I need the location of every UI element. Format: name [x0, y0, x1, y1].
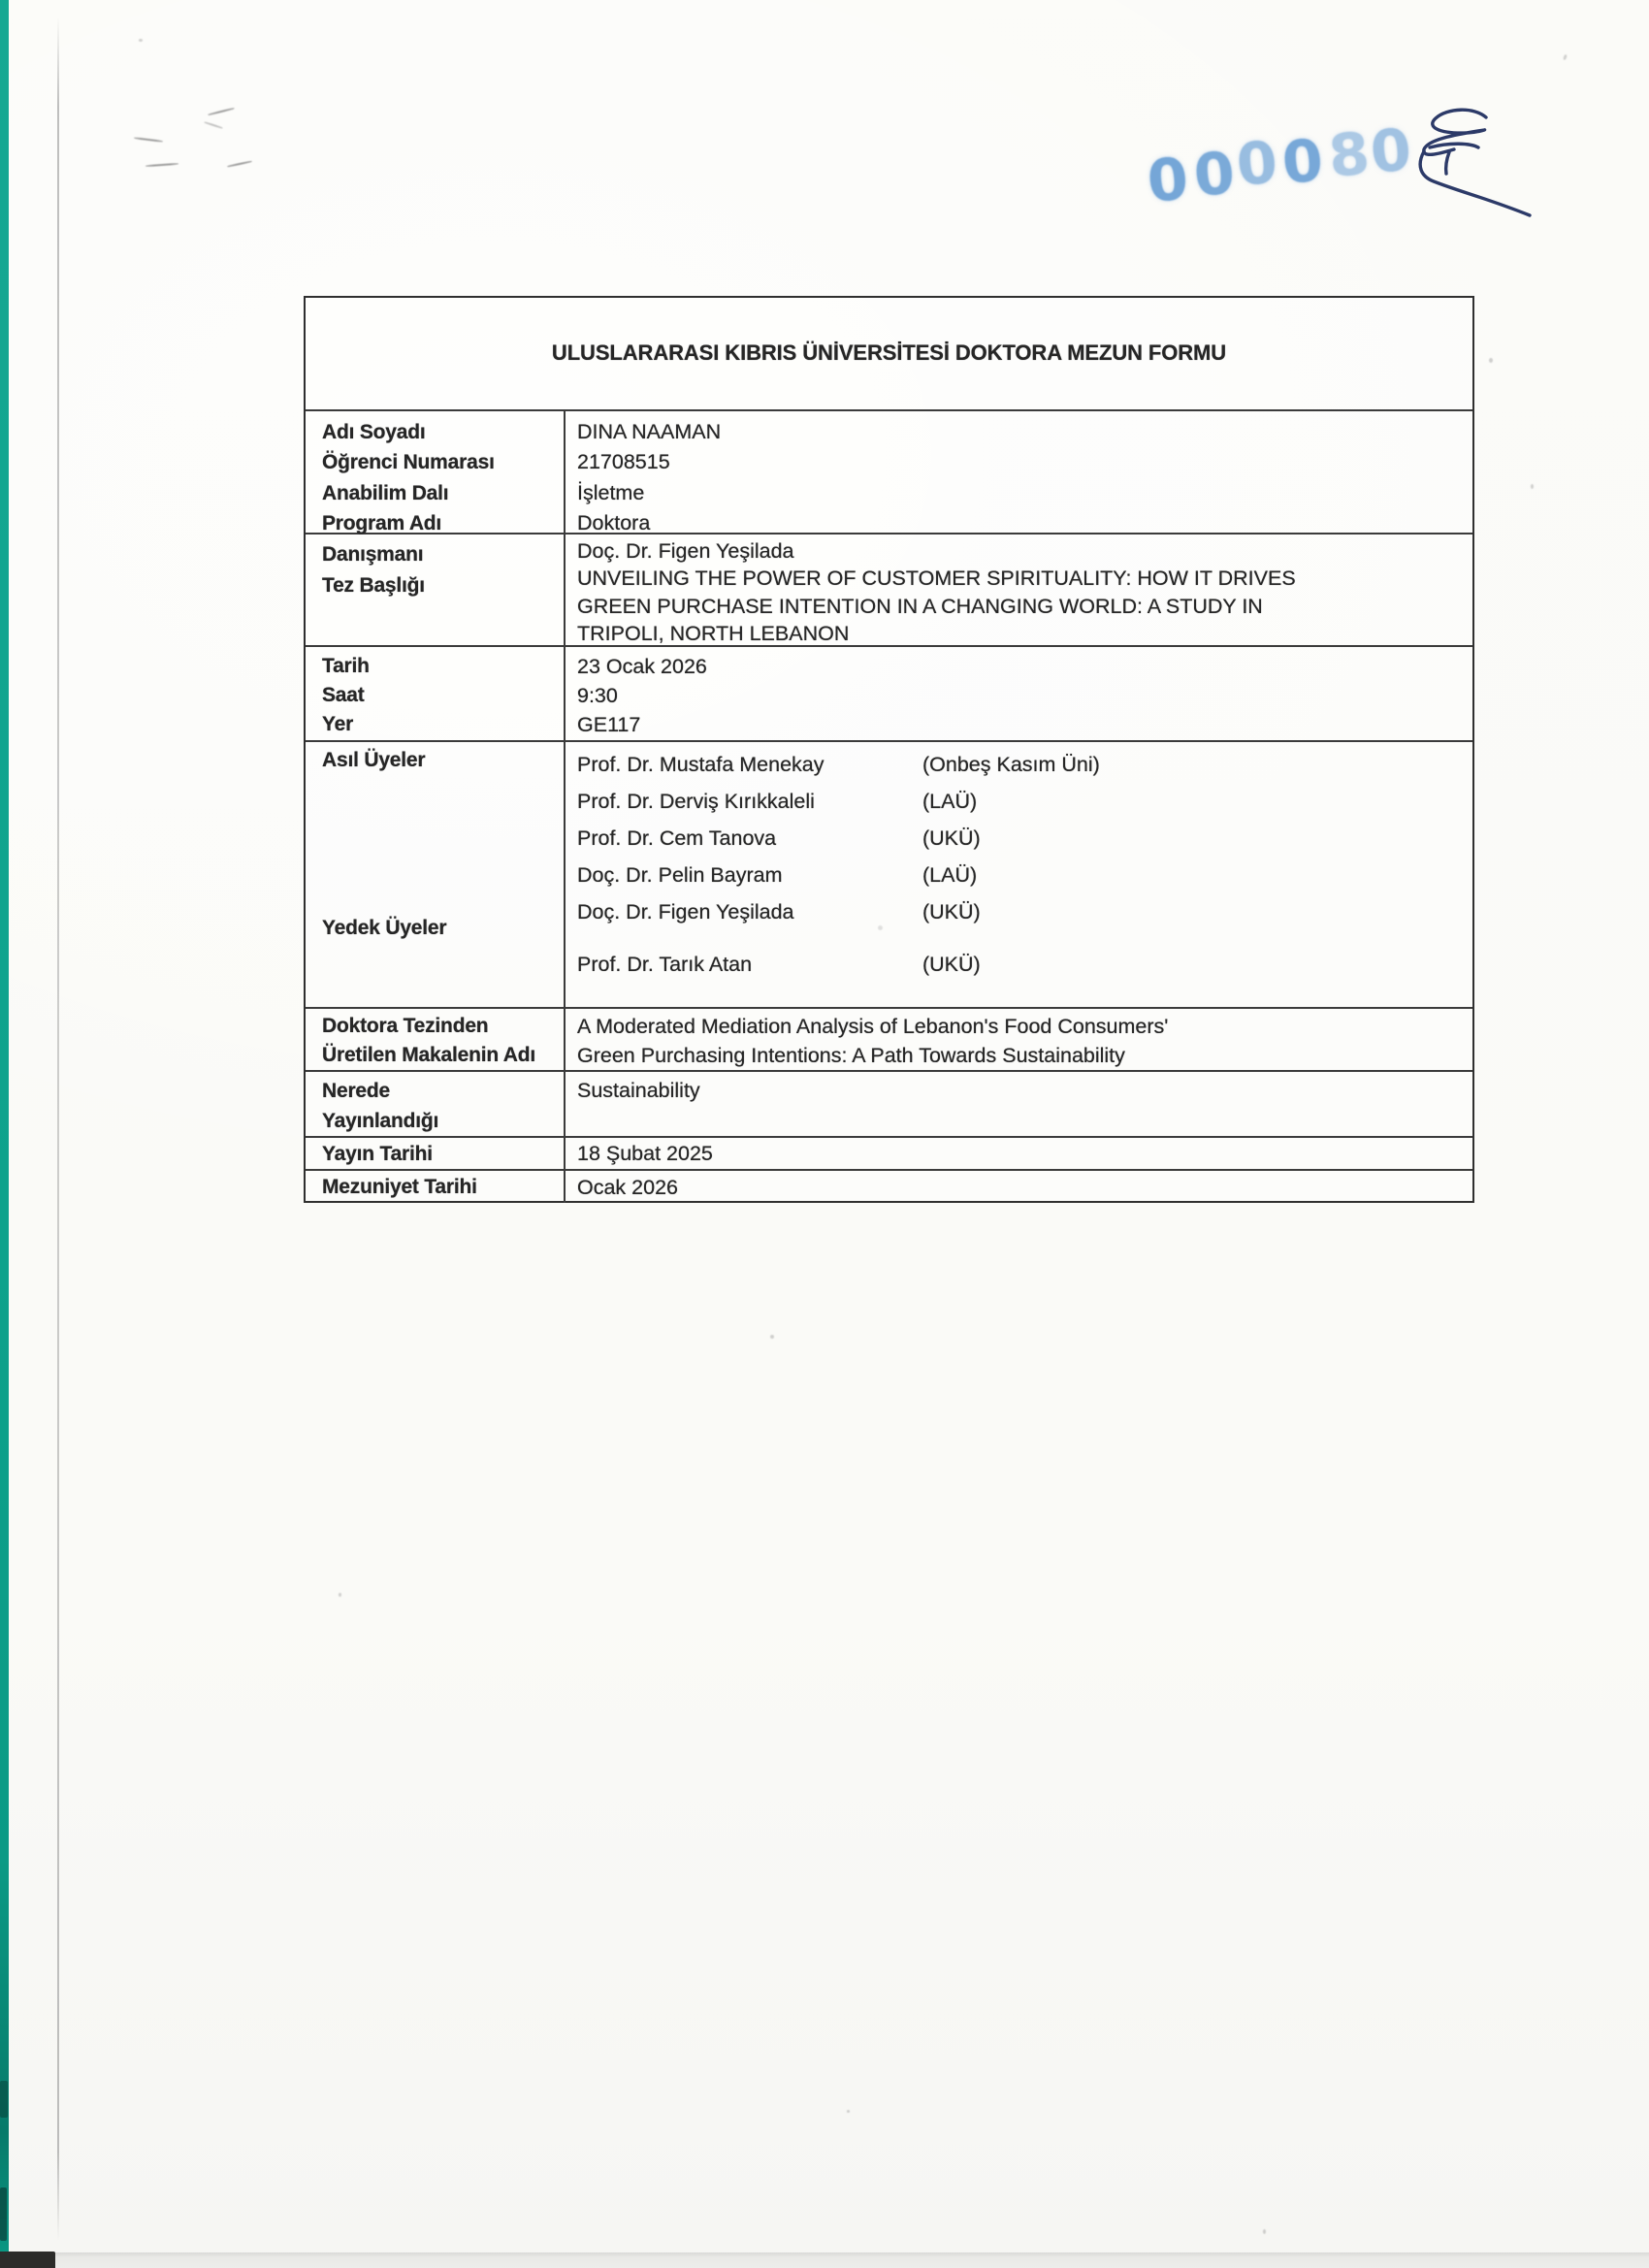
stamp-digit: 0: [1145, 145, 1191, 216]
thesis-title-line: GREEN PURCHASE INTENTION IN A CHANGING WORLD: A STUDY IN: [577, 594, 1263, 618]
section-graduation-date: [306, 1169, 1472, 1203]
value-program: Doktora: [577, 511, 651, 535]
paper-edge-line: [57, 17, 59, 2241]
committee-members: [566, 742, 1472, 1007]
committee-member-row: [577, 746, 1463, 783]
label-published-line: Nerede: [322, 1079, 391, 1102]
member-name: Prof. Dr. Cem Tanova: [577, 826, 777, 850]
label-time: Saat: [322, 683, 365, 706]
member-name: Doç. Dr. Pelin Bayram: [577, 862, 783, 887]
section-published-in: [306, 1070, 1472, 1136]
paper-speck: [770, 1335, 774, 1339]
stamp-digit: 0: [1191, 139, 1238, 211]
scan-bottom-band: [0, 2252, 1649, 2268]
label-date: Tarih: [322, 654, 370, 677]
member-affiliation: (Onbeş Kasım Üni): [922, 752, 1100, 776]
stamp-digit: 0: [1234, 128, 1280, 200]
label-program: Program Adı: [322, 512, 442, 535]
stamp-digit: 0: [1368, 115, 1414, 187]
thesis-title-line: TRIPOLI, NORTH LEBANON: [577, 622, 850, 645]
label-thesis-title: Tez Başlığı: [322, 573, 425, 597]
label-publication-date: Yayın Tarihi: [322, 1142, 433, 1165]
label-article-line: Üretilen Makalenin Adı: [322, 1043, 536, 1066]
scan-blotch: [0, 2187, 7, 2241]
value-published-in: Sustainability: [577, 1078, 700, 1102]
graduation-date-value-cell: [566, 1171, 1472, 1203]
label-substitute-members: Yedek Üyeler: [322, 916, 447, 939]
stamp-digit: 8: [1326, 119, 1373, 191]
committee-member-row: [577, 820, 1463, 857]
label-name: Adı Soyadı: [322, 420, 426, 443]
scan-blotch: [0, 2081, 8, 2118]
substitute-member-row: [577, 946, 1463, 983]
article-labels: [306, 1009, 566, 1070]
member-name: Prof. Dr. Tarık Atan: [577, 952, 753, 976]
value-publication-date: 18 Şubat 2025: [577, 1141, 713, 1165]
advisor-labels: [306, 535, 566, 645]
label-place: Yer: [322, 712, 354, 735]
form-title-row: [306, 298, 1472, 409]
committee-member-row: [577, 893, 1463, 930]
member-affiliation: (UKÜ): [922, 899, 981, 923]
article-values: [566, 1009, 1472, 1070]
section-committee: [306, 740, 1472, 1007]
member-name: Prof. Dr. Mustafa Menekay: [577, 752, 824, 776]
pencil-mark: [134, 137, 163, 143]
defense-labels: [306, 647, 566, 740]
pencil-mark: [204, 121, 223, 129]
publication-date-label-cell: [306, 1138, 566, 1169]
published-in-labels: [306, 1072, 566, 1136]
section-article: [306, 1007, 1472, 1070]
paper-speck: [1563, 54, 1568, 61]
value-advisor-name: Doç. Dr. Figen Yeşilada: [577, 538, 794, 563]
thesis-title-line: UNVEILING THE POWER OF CUSTOMER SPIRITUALITY: HOW IT DRIVES: [577, 567, 1296, 590]
pencil-mark: [146, 163, 178, 167]
section-publication-date: [306, 1136, 1472, 1169]
personal-labels: [306, 411, 566, 533]
member-affiliation: (LAÜ): [922, 862, 978, 887]
value-name: DINA NAAMAN: [577, 419, 722, 443]
member-affiliation: (UKÜ): [922, 826, 981, 850]
value-time: 9:30: [577, 683, 618, 707]
signature-icon: [1377, 68, 1630, 252]
value-department: İşletme: [577, 480, 645, 504]
label-article-line: Doktora Tezinden: [322, 1014, 489, 1037]
paper-speck: [1489, 358, 1493, 363]
member-name: Doç. Dr. Figen Yeşilada: [577, 899, 794, 923]
published-in-value-cell: [566, 1072, 1472, 1136]
section-personal: [306, 409, 1472, 533]
publication-date-value-cell: [566, 1138, 1472, 1169]
value-graduation-date: Ocak 2026: [577, 1175, 678, 1199]
value-date: 23 Ocak 2026: [577, 654, 707, 678]
label-principal-members: Asıl Üyeler: [322, 748, 426, 771]
value-place: GE117: [577, 712, 641, 736]
graduation-form-table: [304, 296, 1474, 1203]
member-affiliation: (UKÜ): [922, 952, 981, 976]
label-graduation-date: Mezuniyet Tarihi: [322, 1175, 477, 1198]
label-published-line: Yayınlandığı: [322, 1109, 439, 1132]
pencil-mark: [208, 108, 235, 116]
label-student-number: Öğrenci Numarası: [322, 451, 495, 473]
scan-bottom-corner-shadow: [0, 2252, 55, 2268]
section-defense: [306, 645, 1472, 740]
label-department: Anabilim Dalı: [322, 481, 449, 504]
value-student-number: 21708515: [577, 450, 670, 473]
article-title-line: A Moderated Mediation Analysis of Lebanon's Food Consumers': [577, 1014, 1169, 1038]
label-advisor: Danışmanı: [322, 542, 424, 566]
section-advisor-thesis: [306, 533, 1472, 645]
member-affiliation: (LAÜ): [922, 789, 978, 813]
committee-member-row: [577, 783, 1463, 820]
personal-values: [566, 411, 1472, 533]
pencil-mark: [227, 160, 252, 167]
graduation-date-label-cell: [306, 1171, 566, 1203]
paper-speck: [1263, 2229, 1266, 2234]
paper-speck: [339, 1593, 341, 1597]
defense-values: [566, 647, 1472, 740]
paper-speck: [847, 2110, 850, 2113]
scanner-edge-strip: [0, 0, 9, 2268]
paper-speck: [1531, 484, 1534, 489]
member-name: Prof. Dr. Derviş Kırıkkaleli: [577, 789, 815, 813]
paper-speck: [139, 39, 143, 42]
form-title: ULUSLARARASI KIBRIS ÜNİVERSİTESİ DOKTORA MEZUN FORMU: [551, 340, 1227, 366]
committee-member-row: [577, 857, 1463, 893]
committee-labels: [306, 742, 566, 1007]
advisor-values: [566, 535, 1472, 645]
article-title-line: Green Purchasing Intentions: A Path Towards Sustainability: [577, 1043, 1125, 1067]
stamp-digit: 0: [1279, 126, 1326, 198]
